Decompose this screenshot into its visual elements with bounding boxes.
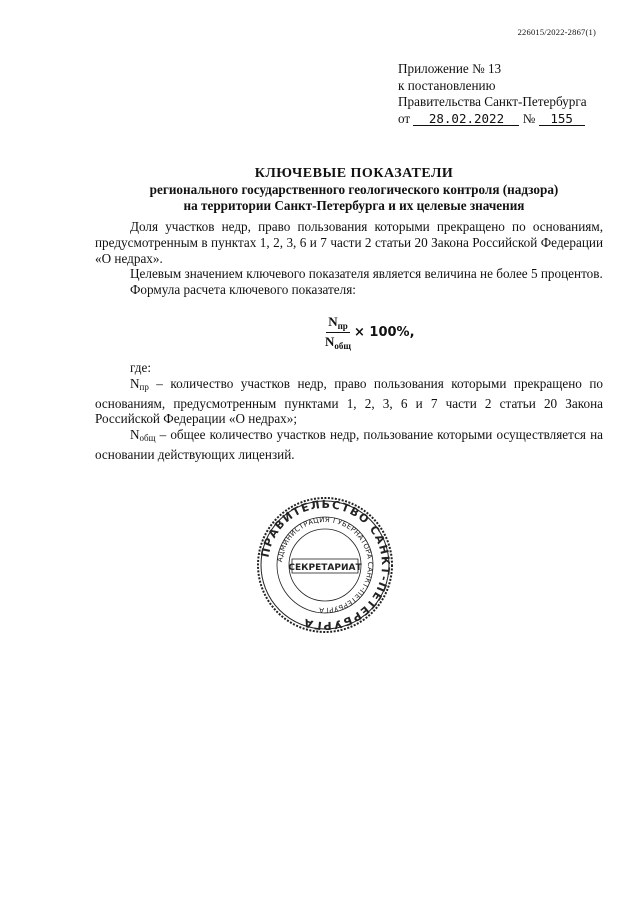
- svg-text:СЕКРЕТАРИАТ: СЕКРЕТАРИАТ: [288, 563, 362, 573]
- number-label: №: [522, 110, 536, 126]
- formula-denominator: $N_{общ}$: [325, 334, 351, 351]
- document-body: [95, 219, 603, 298]
- definition-n-obsch: $N_{общ}$ – общее количество участков недр, пользование которыми осуществляется на основании действующих лицензий.: [95, 427, 603, 462]
- formula-numerator: $N_{пр}$: [328, 314, 348, 331]
- appendix-block: [398, 61, 587, 127]
- svg-text:ПРАВИТЕЛЬСТВО САНКТ-ПЕТЕРБУРГА: ПРАВИТЕЛЬСТВО САНКТ-ПЕТЕРБУРГА: [258, 497, 393, 633]
- handwritten-number: 155: [539, 112, 585, 126]
- stamp-seal: [256, 496, 394, 634]
- appendix-government: Правительства Санкт-Петербурга: [398, 94, 587, 109]
- paragraph-target-value: Целевым значением ключевого показателя является величина не более 5 процентов.: [130, 266, 603, 282]
- formula: [325, 314, 415, 351]
- date-label: от: [398, 110, 411, 126]
- paragraph-indicator: Доля участков недр, право пользования которыми прекращено по основаниям, предусмотренным в пунктах 1, 2, 3, 6 и 7 части 2 статьи 20 Закона Российской Федерации «О недрах».: [95, 219, 603, 266]
- title-line-3: на территории Санкт-Петербурга и их целевые значения: [183, 198, 525, 213]
- definitions: [95, 360, 603, 463]
- document-title: [60, 166, 640, 214]
- formula-fraction: [325, 314, 351, 351]
- definitions-where: где:: [130, 360, 151, 375]
- svg-text:АДМИНИСТРАЦИЯ ГУБЕРНАТОРА САНК: АДМИНИСТРАЦИЯ ГУБЕРНАТОРА САНКТ-ПЕТЕРБУРГА: [276, 515, 375, 615]
- formula-multiplier: × 100%,: [354, 325, 415, 340]
- appendix-resolution-ref: к постановлению: [398, 77, 496, 93]
- official-stamp: [256, 496, 394, 634]
- title-line-1: КЛЮЧЕВЫЕ ПОКАЗАТЕЛИ: [254, 166, 454, 181]
- paragraph-formula-intro: Формула расчета ключевого показателя:: [130, 282, 356, 298]
- handwritten-date: 28.02.2022: [413, 112, 519, 126]
- title-line-2: регионального государственного геологического контроля (надзора): [149, 182, 559, 197]
- definition-n-pr: $N_{пр}$ – количество участков недр, право пользования которыми прекращено по основаниям, предусмотренным пунктами 1, 2, 3, 6 и 7 части 2 статьи 20 Закона Российской Федерации «О недрах»;: [95, 375, 603, 427]
- document-registration-number: 226015/2022-2867(1): [517, 27, 596, 37]
- appendix-number: Приложение № 13: [398, 61, 502, 76]
- appendix-date-number-line: [398, 111, 587, 128]
